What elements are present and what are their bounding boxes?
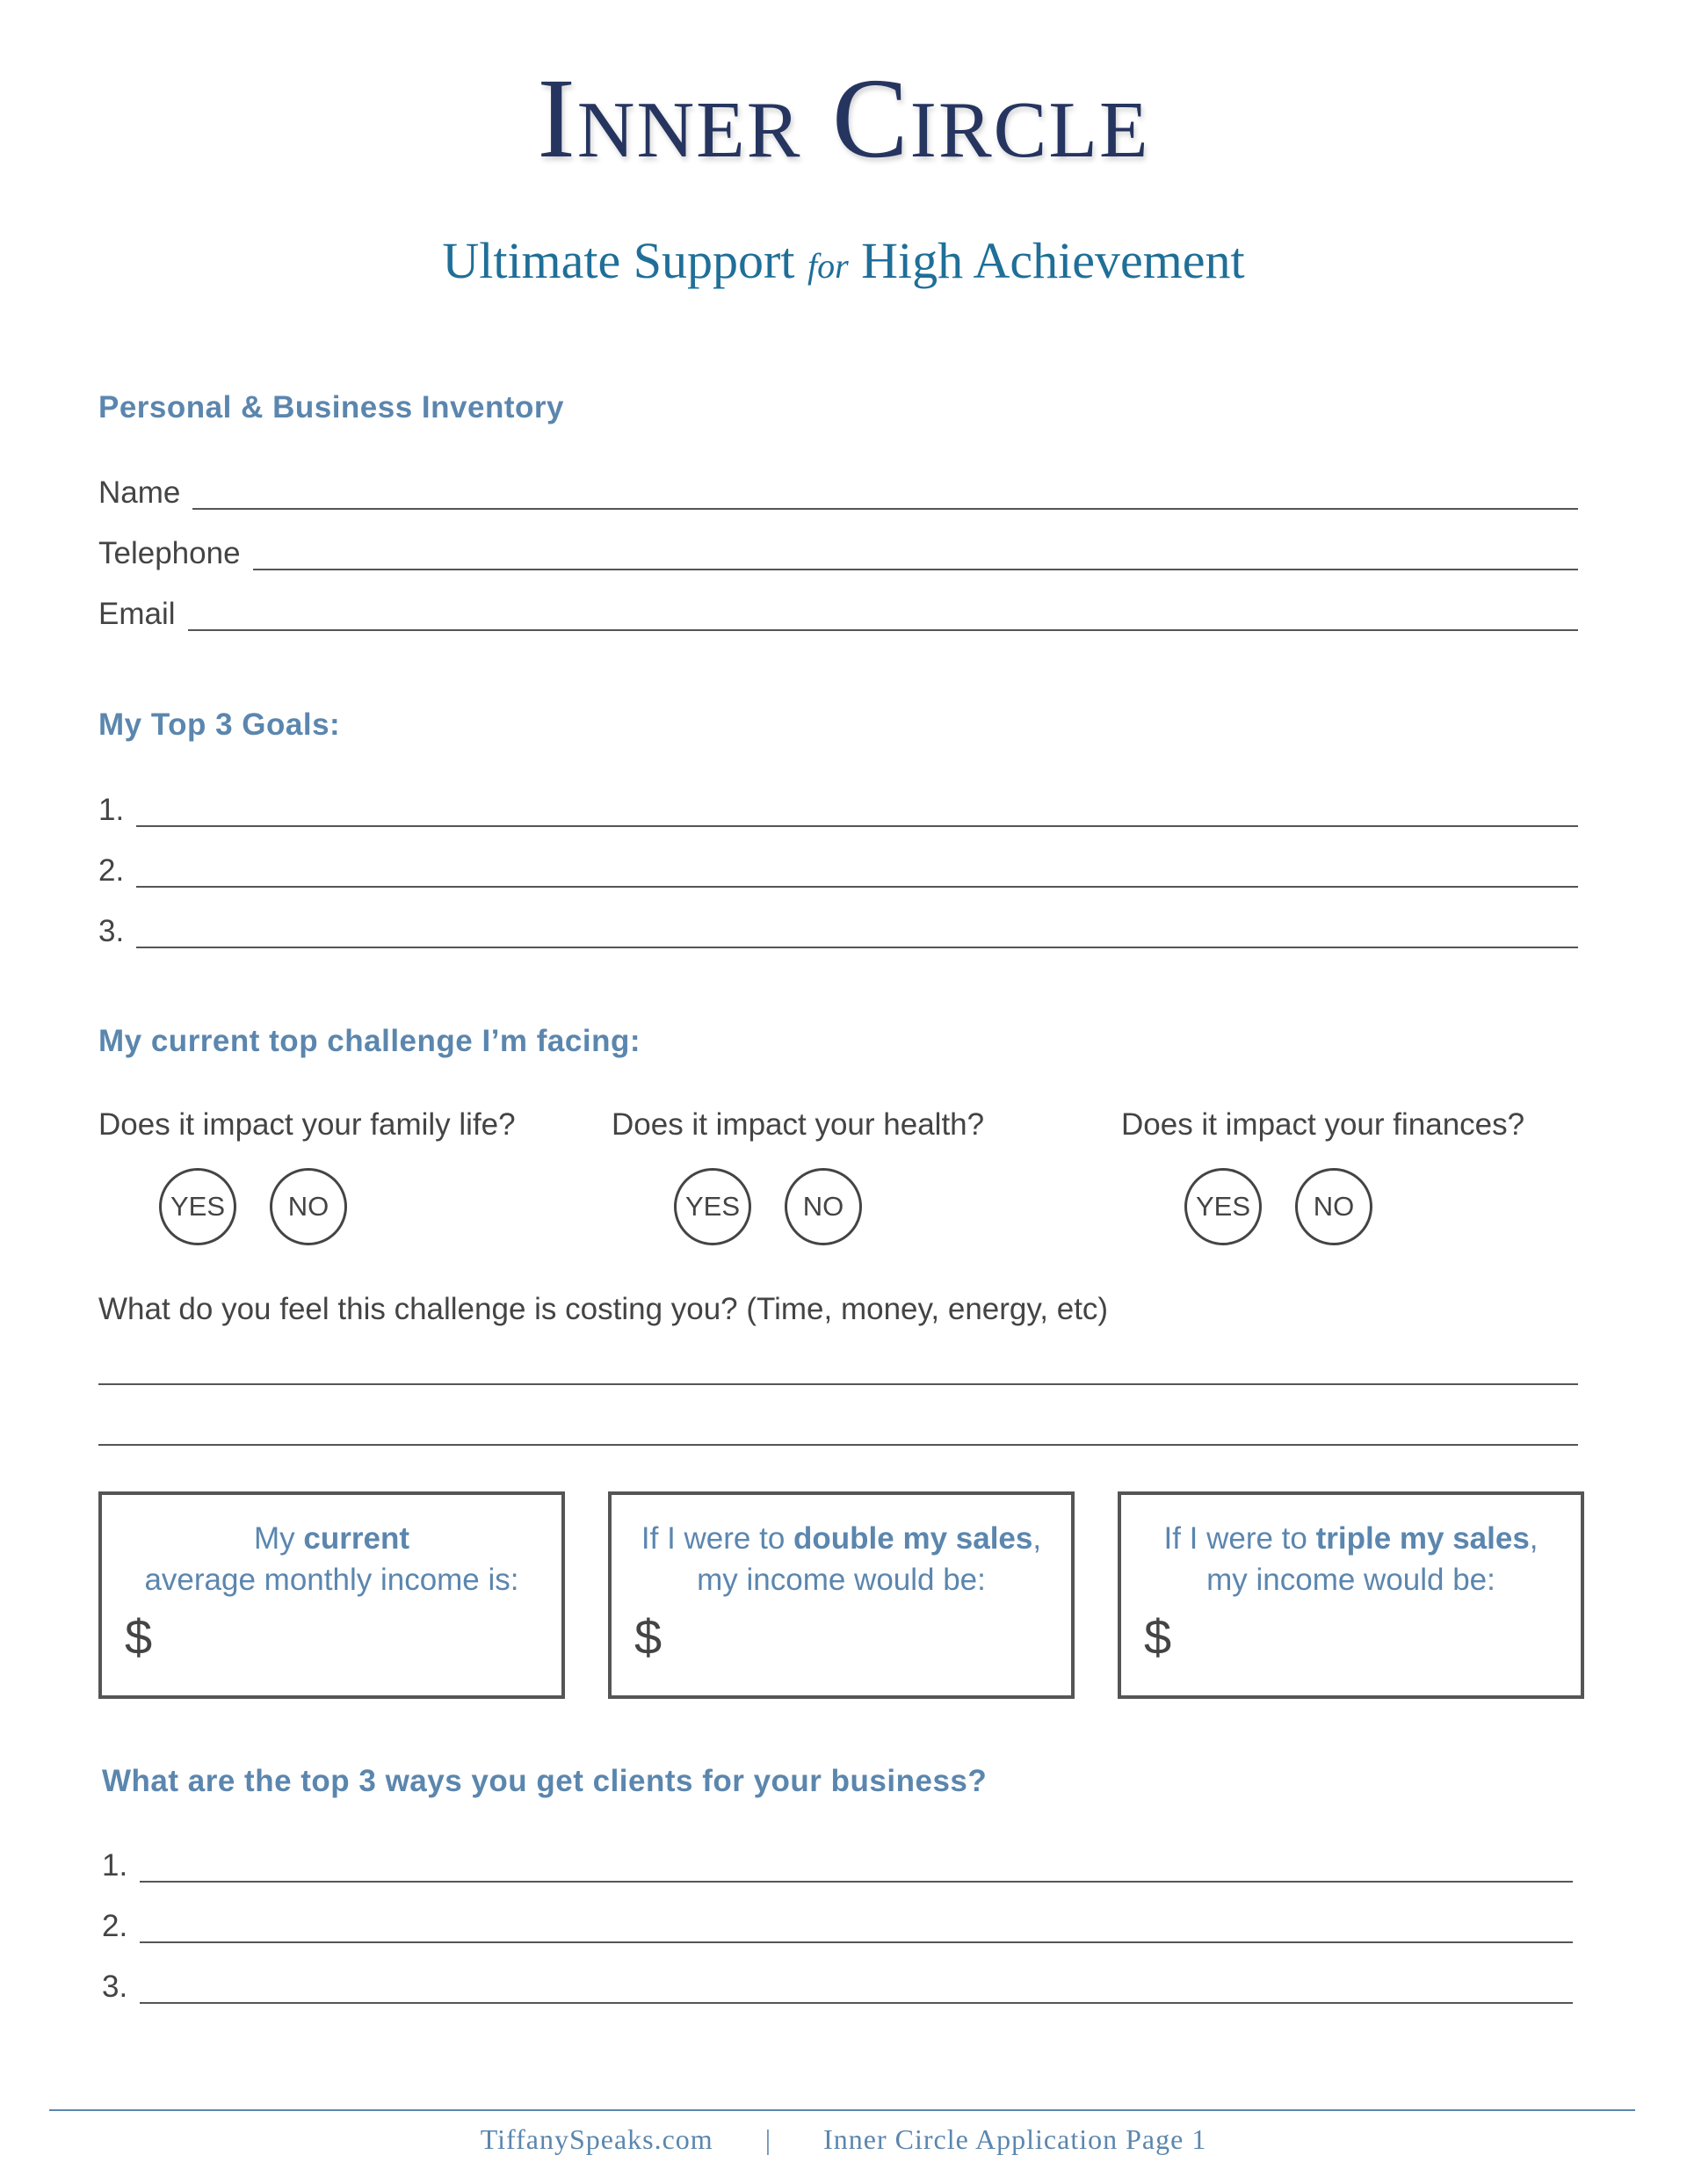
goal-number: 3. bbox=[98, 914, 125, 948]
tagline-start: Ultimate Support bbox=[442, 232, 795, 289]
name-label: Name bbox=[98, 475, 181, 510]
footer bbox=[0, 2125, 1687, 2153]
tagline-for: for bbox=[807, 246, 849, 286]
finances-yes-option[interactable]: YES bbox=[1184, 1168, 1262, 1245]
triple-sales-caption bbox=[1121, 1518, 1581, 1600]
telephone-label: Telephone bbox=[98, 536, 241, 570]
caption-text: my income would be: bbox=[697, 1563, 986, 1597]
finances-no-option[interactable]: NO bbox=[1295, 1168, 1372, 1245]
dollar-sign: $ bbox=[1144, 1609, 1172, 1665]
double-sales-income-box[interactable] bbox=[608, 1491, 1075, 1699]
dollar-sign: $ bbox=[634, 1609, 662, 1665]
email-label: Email bbox=[98, 597, 176, 631]
family-no-option[interactable]: NO bbox=[270, 1168, 347, 1245]
challenge-heading: My current top challenge I’m facing: bbox=[98, 1024, 641, 1058]
caption-emphasis: double my sales bbox=[793, 1521, 1033, 1556]
current-income-box[interactable] bbox=[98, 1491, 565, 1699]
goal-number: 1. bbox=[98, 793, 125, 827]
goal-3-line[interactable] bbox=[136, 947, 1578, 948]
goal-number: 2. bbox=[98, 853, 125, 888]
client-way-number: 3. bbox=[102, 1970, 128, 2004]
finances-question: Does it impact your finances? bbox=[1121, 1107, 1525, 1142]
goal-1-field[interactable] bbox=[98, 785, 1578, 829]
inventory-heading: Personal & Business Inventory bbox=[98, 390, 564, 424]
client-way-2-line[interactable] bbox=[140, 1941, 1573, 1943]
caption-text: , bbox=[1529, 1521, 1539, 1556]
caption-text: If I were to bbox=[1163, 1521, 1316, 1556]
triple-sales-income-box[interactable] bbox=[1118, 1491, 1584, 1699]
client-way-1-line[interactable] bbox=[140, 1881, 1573, 1883]
footer-site: TiffanySpeaks.com bbox=[480, 2123, 713, 2155]
footer-page-label: Inner Circle Application Page 1 bbox=[823, 2123, 1207, 2155]
current-income-caption bbox=[102, 1518, 561, 1600]
footer-divider bbox=[49, 2109, 1635, 2111]
brand-tagline bbox=[0, 232, 1687, 289]
caption-text: average monthly income is: bbox=[144, 1563, 519, 1597]
health-no-option[interactable]: NO bbox=[785, 1168, 862, 1245]
email-line[interactable] bbox=[188, 629, 1578, 631]
client-way-3-line[interactable] bbox=[140, 2002, 1573, 2004]
caption-text: My bbox=[254, 1521, 304, 1556]
caption-text: If I were to bbox=[641, 1521, 794, 1556]
email-field[interactable] bbox=[98, 589, 1578, 633]
name-line[interactable] bbox=[192, 508, 1578, 510]
caption-emphasis: triple my sales bbox=[1315, 1521, 1530, 1556]
cost-answer-line-1[interactable] bbox=[98, 1383, 1578, 1385]
brand-title: Inner Circle bbox=[537, 55, 1150, 182]
client-way-number: 1. bbox=[102, 1848, 128, 1883]
cost-answer-line-2[interactable] bbox=[98, 1444, 1578, 1446]
goals-heading: My Top 3 Goals: bbox=[98, 707, 341, 742]
dollar-sign: $ bbox=[125, 1609, 153, 1665]
health-yes-option[interactable]: YES bbox=[674, 1168, 751, 1245]
cost-question: What do you feel this challenge is costing you? (Time, money, energy, etc) bbox=[98, 1292, 1109, 1326]
client-way-number: 2. bbox=[102, 1909, 128, 1943]
footer-separator: | bbox=[764, 2123, 772, 2155]
client-way-3-field[interactable] bbox=[102, 1962, 1573, 2006]
caption-text: , bbox=[1032, 1521, 1042, 1556]
client-way-1-field[interactable] bbox=[102, 1840, 1573, 1884]
telephone-field[interactable] bbox=[98, 528, 1578, 572]
telephone-line[interactable] bbox=[253, 569, 1578, 570]
caption-text: my income would be: bbox=[1206, 1563, 1495, 1597]
tagline-end: High Achievement bbox=[861, 232, 1245, 289]
goal-3-field[interactable] bbox=[98, 906, 1578, 950]
clients-heading: What are the top 3 ways you get clients for your business? bbox=[102, 1764, 988, 1798]
goal-1-line[interactable] bbox=[136, 825, 1578, 827]
family-question: Does it impact your family life? bbox=[98, 1107, 516, 1142]
health-question: Does it impact your health? bbox=[612, 1107, 985, 1142]
client-way-2-field[interactable] bbox=[102, 1901, 1573, 1945]
goal-2-field[interactable] bbox=[98, 845, 1578, 889]
double-sales-caption bbox=[612, 1518, 1071, 1600]
name-field[interactable] bbox=[98, 468, 1578, 512]
family-yes-option[interactable]: YES bbox=[159, 1168, 236, 1245]
goal-2-line[interactable] bbox=[136, 886, 1578, 888]
caption-emphasis: current bbox=[303, 1521, 409, 1556]
